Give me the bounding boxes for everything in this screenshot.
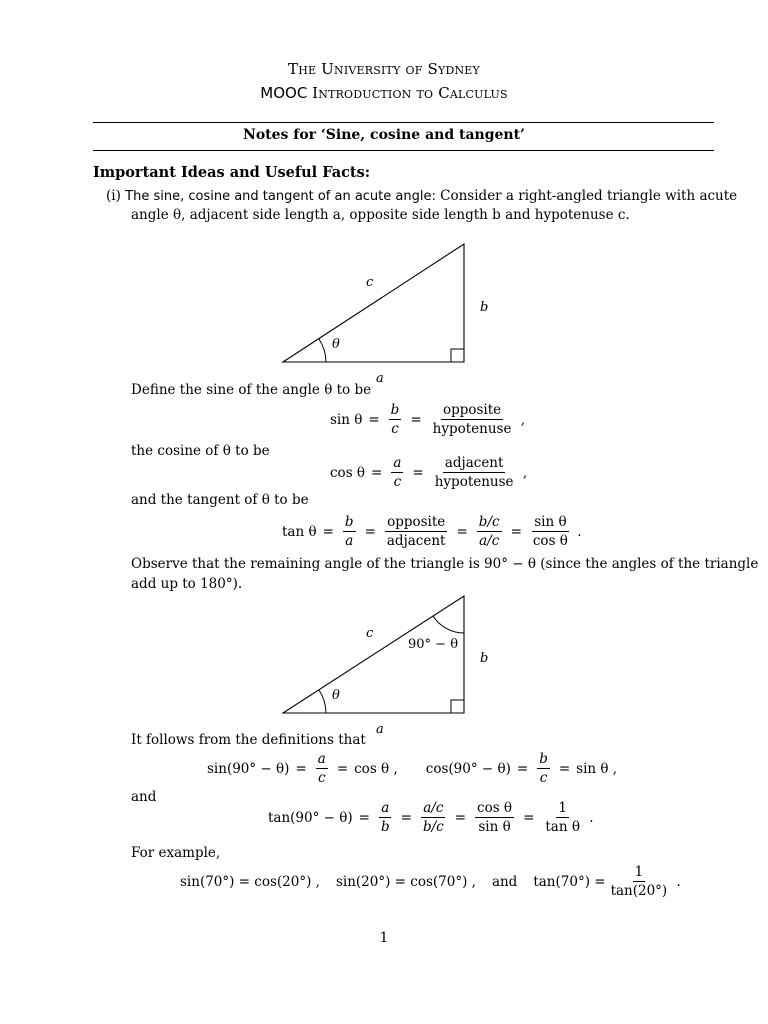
comp-cos-over-sin-frac: $\frac{\text{cos θ}}{\text{sin θ}}$ — [477, 800, 513, 835]
complement-sin-cos: sin(90° − θ) = $\frac{a}{c}$ = cos θ , cos(90° − θ) = $\frac{b}{c}$ = sin θ , — [207, 751, 618, 786]
triangle-2-hyp-label: c — [366, 626, 374, 641]
tangent-definition: tan θ = $\frac{b}{a}$ = $\frac{\text{opposite}}{\text{adjacent}}$ = $\frac{b/c}{a/c}$ = $\frac{\text{sin θ}}{\text{cos θ}}$ . — [282, 514, 582, 549]
item-marker: (i) — [106, 188, 121, 204]
comp-one-over-tan-frac: $\frac{1}{\text{tan θ}}$ — [545, 800, 580, 835]
define-cosine-text: the cosine of θ to be — [131, 443, 270, 459]
section-heading: Important Ideas and Useful Facts: — [93, 164, 371, 181]
sin-lhs: sin θ — [330, 411, 363, 428]
complement-tan: tan(90° − θ) = $\frac{a}{b}$ = $\frac{a/c}{b/c}$ = $\frac{\text{cos θ}}{\text{sin θ}}$ = $\frac{1}{\text{tan θ}}$ . — [268, 800, 594, 835]
item-line-2: angle θ, adjacent side length a, opposite side length b and hypotenuse c. — [131, 207, 630, 223]
sin-comp-lhs: sin(90° − θ) — [207, 760, 290, 777]
comp-ac-over-bc-frac: $\frac{a/c}{b/c}$ — [422, 800, 444, 835]
triangle-1 — [283, 244, 488, 386]
course-prefix: MOOC — [260, 84, 308, 102]
follows-text: It follows from the definitions that — [131, 732, 366, 748]
example-3-lhs: tan(70°) = — [533, 873, 606, 890]
item-text-1: Consider a right-angled triangle with acute — [440, 188, 738, 204]
triangle-1-angle-label: θ — [332, 337, 340, 352]
sine-definition: sin θ = $\frac{b}{c}$ = $\frac{\text{opposite}}{\text{hypotenuse}}$ , — [330, 402, 526, 437]
and-text: and — [131, 789, 157, 805]
sin-over-cos-frac: $\frac{\text{sin θ}}{\text{cos θ}}$ — [532, 514, 568, 549]
triangle-2-angle-label: θ — [332, 688, 340, 703]
b-over-a-frac: $\frac{b}{a}$ — [344, 514, 354, 549]
notes-title: Notes for ‘Sine, cosine and tangent’ — [243, 127, 525, 143]
example-one-over-tan20: $\frac{1}{\tan(20^\circ)}$ — [610, 864, 668, 899]
example-2: sin(20°) = cos(70°) , — [335, 873, 476, 890]
comp-a-over-b-frac: $\frac{a}{b}$ — [380, 800, 390, 835]
triangle-2-opp-label: b — [480, 651, 489, 666]
a-over-c-frac: $\frac{a}{c}$ — [393, 455, 402, 490]
example-equations: sin(70°) = cos(20°) , sin(20°) = cos(70°) , and tan(70°) = $\frac{1}{\tan(20^\circ)}$ . — [180, 864, 681, 899]
tan-comp-lhs: tan(90° − θ) — [268, 809, 353, 826]
observe-text-1: Observe that the remaining angle of the triangle is 90° − θ (since the angles of the triangle — [131, 556, 759, 572]
cosine-definition: cos θ = $\frac{a}{c}$ = $\frac{\text{adjacent}}{\text{hypotenuse}}$ , — [330, 455, 528, 490]
page-number: 1 — [379, 930, 389, 946]
example-and: and — [491, 873, 518, 890]
tan-lhs: tan θ — [282, 523, 317, 540]
course-name: Introduction to Calculus — [312, 84, 508, 102]
opp-over-adj-frac: $\frac{\text{opposite}}{\text{adjacent}}$ — [386, 514, 446, 549]
triangle-2-top-angle-label: 90° − θ — [408, 637, 459, 652]
cos-lhs: cos θ — [330, 464, 366, 481]
triangle-1-hyp-label: c — [366, 275, 374, 290]
observe-text-2: add up to 180°). — [131, 576, 243, 592]
triangle-1-opp-label: b — [480, 300, 489, 315]
b-over-c-frac: $\frac{b}{c}$ — [390, 402, 400, 437]
comp-a-over-c-frac: $\frac{a}{c}$ — [317, 751, 326, 786]
comp-b-over-c-frac: $\frac{b}{c}$ — [539, 751, 548, 786]
triangle-1-adj-label: a — [376, 371, 384, 386]
define-tangent-text: and the tangent of θ to be — [131, 492, 309, 508]
university-name: The University of Sydney — [287, 60, 480, 78]
for-example-text: For example, — [131, 845, 221, 861]
example-1: sin(70°) = cos(20°) , — [180, 873, 320, 890]
opp-over-hyp-frac: $\frac{\text{opposite}}{\text{hypotenuse}}$ — [432, 402, 512, 437]
triangle-2 — [283, 596, 488, 737]
cos-comp-lhs: cos(90° − θ) — [425, 760, 511, 777]
adj-over-hyp-frac: $\frac{\text{adjacent}}{\text{hypotenuse}}$ — [434, 455, 514, 490]
item-title: The sine, cosine and tangent of an acute angle: — [125, 189, 436, 204]
bc-over-ac-frac: $\frac{b/c}{a/c}$ — [478, 514, 500, 549]
triangle-2-adj-label: a — [376, 722, 384, 737]
define-sine-text: Define the sine of the angle θ to be — [131, 382, 372, 398]
